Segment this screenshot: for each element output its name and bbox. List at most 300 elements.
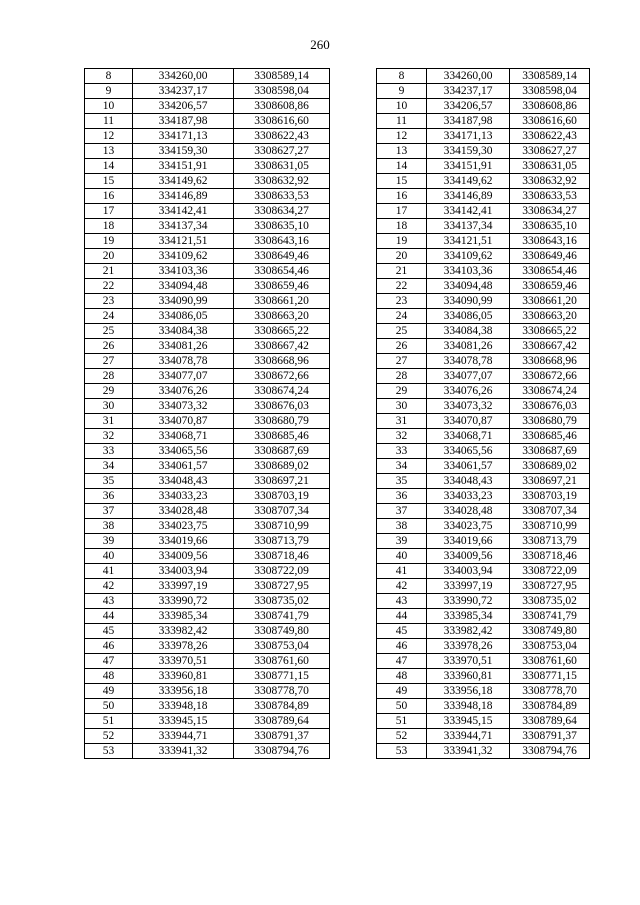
point-number-cell: 19	[377, 234, 427, 249]
table-row	[85, 609, 330, 624]
x-coordinate-cell: 334109,62	[133, 249, 234, 264]
table-row	[85, 384, 330, 399]
x-coordinate-cell: 334149,62	[133, 174, 234, 189]
table-row	[85, 159, 330, 174]
x-coordinate-cell: 333941,32	[427, 744, 510, 759]
table-row	[377, 609, 590, 624]
point-number-cell: 10	[377, 99, 427, 114]
y-coordinate-cell: 3308753,04	[234, 639, 330, 654]
y-coordinate-cell: 3308608,86	[234, 99, 330, 114]
table-row	[377, 639, 590, 654]
y-coordinate-cell: 3308689,02	[234, 459, 330, 474]
table-row	[85, 504, 330, 519]
x-coordinate-cell: 334206,57	[427, 99, 510, 114]
y-coordinate-cell: 3308665,22	[510, 324, 590, 339]
y-coordinate-cell: 3308710,99	[510, 519, 590, 534]
y-coordinate-cell: 3308631,05	[234, 159, 330, 174]
x-coordinate-cell: 334187,98	[427, 114, 510, 129]
x-coordinate-cell: 334121,51	[133, 234, 234, 249]
point-number-cell: 51	[85, 714, 133, 729]
point-number-cell: 8	[85, 69, 133, 84]
point-number-cell: 48	[85, 669, 133, 684]
x-coordinate-cell: 334009,56	[133, 549, 234, 564]
table-row	[85, 189, 330, 204]
x-coordinate-cell: 334076,26	[427, 384, 510, 399]
point-number-cell: 35	[85, 474, 133, 489]
point-number-cell: 8	[377, 69, 427, 84]
x-coordinate-cell: 333982,42	[133, 624, 234, 639]
x-coordinate-cell: 334028,48	[133, 504, 234, 519]
x-coordinate-cell: 334077,07	[133, 369, 234, 384]
table-row	[377, 144, 590, 159]
x-coordinate-cell: 333985,34	[427, 609, 510, 624]
point-number-cell: 41	[85, 564, 133, 579]
x-coordinate-cell: 334094,48	[133, 279, 234, 294]
x-coordinate-cell: 333960,81	[427, 669, 510, 684]
y-coordinate-cell: 3308794,76	[234, 744, 330, 759]
table-row	[377, 729, 590, 744]
point-number-cell: 51	[377, 714, 427, 729]
y-coordinate-cell: 3308713,79	[234, 534, 330, 549]
point-number-cell: 21	[85, 264, 133, 279]
y-coordinate-cell: 3308659,46	[510, 279, 590, 294]
table-row	[377, 384, 590, 399]
table-row	[377, 654, 590, 669]
table-row	[377, 564, 590, 579]
x-coordinate-cell: 334146,89	[133, 189, 234, 204]
x-coordinate-cell: 333990,72	[427, 594, 510, 609]
table-row	[377, 219, 590, 234]
table-row	[85, 234, 330, 249]
point-number-cell: 40	[377, 549, 427, 564]
table-row	[85, 534, 330, 549]
table-row	[377, 324, 590, 339]
point-number-cell: 24	[377, 309, 427, 324]
table-row	[377, 174, 590, 189]
point-number-cell: 38	[377, 519, 427, 534]
y-coordinate-cell: 3308753,04	[510, 639, 590, 654]
x-coordinate-cell: 334151,91	[133, 159, 234, 174]
table-row	[85, 324, 330, 339]
point-number-cell: 13	[377, 144, 427, 159]
x-coordinate-cell: 334142,41	[133, 204, 234, 219]
y-coordinate-cell: 3308771,15	[510, 669, 590, 684]
table-row	[377, 99, 590, 114]
point-number-cell: 52	[85, 729, 133, 744]
x-coordinate-cell: 334028,48	[427, 504, 510, 519]
x-coordinate-cell: 334061,57	[427, 459, 510, 474]
table-row	[85, 639, 330, 654]
point-number-cell: 32	[377, 429, 427, 444]
table-row	[85, 669, 330, 684]
y-coordinate-cell: 3308778,70	[510, 684, 590, 699]
y-coordinate-cell: 3308697,21	[234, 474, 330, 489]
x-coordinate-cell: 334068,71	[427, 429, 510, 444]
table-row	[377, 579, 590, 594]
x-coordinate-cell: 333948,18	[427, 699, 510, 714]
y-coordinate-cell: 3308789,64	[234, 714, 330, 729]
point-number-cell: 21	[377, 264, 427, 279]
table-row	[85, 309, 330, 324]
x-coordinate-cell: 334094,48	[427, 279, 510, 294]
table-row	[377, 714, 590, 729]
table-row	[377, 249, 590, 264]
point-number-cell: 15	[377, 174, 427, 189]
table-row	[377, 354, 590, 369]
table-row	[377, 264, 590, 279]
point-number-cell: 48	[377, 669, 427, 684]
x-coordinate-cell: 334084,38	[133, 324, 234, 339]
y-coordinate-cell: 3308771,15	[234, 669, 330, 684]
point-number-cell: 37	[85, 504, 133, 519]
x-coordinate-cell: 333970,51	[427, 654, 510, 669]
y-coordinate-cell: 3308589,14	[510, 69, 590, 84]
y-coordinate-cell: 3308674,24	[234, 384, 330, 399]
x-coordinate-cell: 333944,71	[427, 729, 510, 744]
x-coordinate-cell: 334103,36	[133, 264, 234, 279]
table-row	[85, 744, 330, 759]
y-coordinate-cell: 3308749,80	[234, 624, 330, 639]
point-number-cell: 23	[85, 294, 133, 309]
x-coordinate-cell: 333985,34	[133, 609, 234, 624]
x-coordinate-cell: 334033,23	[133, 489, 234, 504]
x-coordinate-cell: 333997,19	[427, 579, 510, 594]
y-coordinate-cell: 3308667,42	[234, 339, 330, 354]
y-coordinate-cell: 3308663,20	[510, 309, 590, 324]
table-row	[85, 459, 330, 474]
y-coordinate-cell: 3308665,22	[234, 324, 330, 339]
point-number-cell: 14	[377, 159, 427, 174]
table-row	[377, 624, 590, 639]
x-coordinate-cell: 334151,91	[427, 159, 510, 174]
y-coordinate-cell: 3308676,03	[510, 399, 590, 414]
point-number-cell: 26	[377, 339, 427, 354]
point-number-cell: 9	[85, 84, 133, 99]
y-coordinate-cell: 3308627,27	[234, 144, 330, 159]
point-number-cell: 11	[377, 114, 427, 129]
y-coordinate-cell: 3308667,42	[510, 339, 590, 354]
point-number-cell: 39	[85, 534, 133, 549]
point-number-cell: 20	[85, 249, 133, 264]
x-coordinate-cell: 333944,71	[133, 729, 234, 744]
y-coordinate-cell: 3308735,02	[510, 594, 590, 609]
table-row	[85, 144, 330, 159]
y-coordinate-cell: 3308608,86	[510, 99, 590, 114]
x-coordinate-cell: 333978,26	[133, 639, 234, 654]
point-number-cell: 31	[85, 414, 133, 429]
point-number-cell: 27	[85, 354, 133, 369]
table-row	[377, 489, 590, 504]
point-number-cell: 44	[377, 609, 427, 624]
x-coordinate-cell: 334084,38	[427, 324, 510, 339]
y-coordinate-cell: 3308649,46	[234, 249, 330, 264]
y-coordinate-cell: 3308761,60	[234, 654, 330, 669]
table-row	[377, 189, 590, 204]
table-row	[377, 369, 590, 384]
table-row	[85, 579, 330, 594]
x-coordinate-cell: 334146,89	[427, 189, 510, 204]
table-row	[85, 279, 330, 294]
point-number-cell: 34	[85, 459, 133, 474]
y-coordinate-cell: 3308661,20	[510, 294, 590, 309]
point-number-cell: 53	[377, 744, 427, 759]
x-coordinate-cell: 334090,99	[427, 294, 510, 309]
table-row	[85, 219, 330, 234]
table-row	[377, 309, 590, 324]
y-coordinate-cell: 3308634,27	[510, 204, 590, 219]
x-coordinate-cell: 334090,99	[133, 294, 234, 309]
x-coordinate-cell: 334073,32	[133, 399, 234, 414]
y-coordinate-cell: 3308749,80	[510, 624, 590, 639]
y-coordinate-cell: 3308634,27	[234, 204, 330, 219]
table-row	[377, 279, 590, 294]
table-row	[377, 534, 590, 549]
point-number-cell: 17	[377, 204, 427, 219]
x-coordinate-cell: 333945,15	[427, 714, 510, 729]
x-coordinate-cell: 334023,75	[427, 519, 510, 534]
point-number-cell: 40	[85, 549, 133, 564]
table-row	[85, 564, 330, 579]
point-number-cell: 36	[377, 489, 427, 504]
y-coordinate-cell: 3308707,34	[234, 504, 330, 519]
y-coordinate-cell: 3308685,46	[510, 429, 590, 444]
x-coordinate-cell: 333990,72	[133, 594, 234, 609]
x-coordinate-cell: 334137,34	[427, 219, 510, 234]
table-row	[377, 744, 590, 759]
y-coordinate-cell: 3308663,20	[234, 309, 330, 324]
table-row	[377, 429, 590, 444]
table-row	[85, 69, 330, 84]
point-number-cell: 24	[85, 309, 133, 324]
x-coordinate-cell: 334206,57	[133, 99, 234, 114]
table-row	[377, 549, 590, 564]
table-row	[85, 594, 330, 609]
table-row	[85, 729, 330, 744]
point-number-cell: 49	[377, 684, 427, 699]
point-number-cell: 46	[85, 639, 133, 654]
point-number-cell: 36	[85, 489, 133, 504]
x-coordinate-cell: 334078,78	[133, 354, 234, 369]
point-number-cell: 33	[85, 444, 133, 459]
table-row	[377, 399, 590, 414]
y-coordinate-cell: 3308632,92	[234, 174, 330, 189]
table-row	[85, 114, 330, 129]
x-coordinate-cell: 333997,19	[133, 579, 234, 594]
table-row	[377, 594, 590, 609]
y-coordinate-cell: 3308722,09	[234, 564, 330, 579]
y-coordinate-cell: 3308672,66	[510, 369, 590, 384]
y-coordinate-cell: 3308718,46	[510, 549, 590, 564]
y-coordinate-cell: 3308633,53	[510, 189, 590, 204]
x-coordinate-cell: 334142,41	[427, 204, 510, 219]
table-row	[377, 204, 590, 219]
y-coordinate-cell: 3308707,34	[510, 504, 590, 519]
point-number-cell: 18	[377, 219, 427, 234]
x-coordinate-cell: 333956,18	[133, 684, 234, 699]
y-coordinate-cell: 3308631,05	[510, 159, 590, 174]
point-number-cell: 43	[377, 594, 427, 609]
point-number-cell: 44	[85, 609, 133, 624]
y-coordinate-cell: 3308784,89	[510, 699, 590, 714]
point-number-cell: 45	[377, 624, 427, 639]
table-row	[377, 519, 590, 534]
table-row	[85, 339, 330, 354]
x-coordinate-cell: 334081,26	[133, 339, 234, 354]
point-number-cell: 17	[85, 204, 133, 219]
x-coordinate-cell: 333960,81	[133, 669, 234, 684]
point-number-cell: 15	[85, 174, 133, 189]
x-coordinate-cell: 333948,18	[133, 699, 234, 714]
x-coordinate-cell: 334061,57	[133, 459, 234, 474]
table-row	[85, 399, 330, 414]
table-row	[85, 174, 330, 189]
y-coordinate-cell: 3308672,66	[234, 369, 330, 384]
y-coordinate-cell: 3308654,46	[234, 264, 330, 279]
point-number-cell: 22	[85, 279, 133, 294]
y-coordinate-cell: 3308589,14	[234, 69, 330, 84]
point-number-cell: 18	[85, 219, 133, 234]
table-row	[85, 414, 330, 429]
x-coordinate-cell: 334009,56	[427, 549, 510, 564]
point-number-cell: 39	[377, 534, 427, 549]
y-coordinate-cell: 3308674,24	[510, 384, 590, 399]
table-row	[377, 294, 590, 309]
table-row	[377, 234, 590, 249]
point-number-cell: 10	[85, 99, 133, 114]
table-row	[377, 684, 590, 699]
x-coordinate-cell: 334121,51	[427, 234, 510, 249]
table-row	[85, 204, 330, 219]
y-coordinate-cell: 3308761,60	[510, 654, 590, 669]
x-coordinate-cell: 334019,66	[427, 534, 510, 549]
y-coordinate-cell: 3308687,69	[234, 444, 330, 459]
y-coordinate-cell: 3308598,04	[234, 84, 330, 99]
y-coordinate-cell: 3308627,27	[510, 144, 590, 159]
point-number-cell: 14	[85, 159, 133, 174]
table-row	[85, 654, 330, 669]
point-number-cell: 28	[85, 369, 133, 384]
point-number-cell: 32	[85, 429, 133, 444]
point-number-cell: 43	[85, 594, 133, 609]
y-coordinate-cell: 3308643,16	[234, 234, 330, 249]
coordinates-table-right	[376, 68, 590, 759]
table-row	[377, 504, 590, 519]
point-number-cell: 29	[377, 384, 427, 399]
x-coordinate-cell: 334070,87	[427, 414, 510, 429]
point-number-cell: 38	[85, 519, 133, 534]
table-row	[85, 129, 330, 144]
y-coordinate-cell: 3308635,10	[234, 219, 330, 234]
y-coordinate-cell: 3308635,10	[510, 219, 590, 234]
table-row	[85, 264, 330, 279]
page-number: 260	[310, 37, 330, 52]
y-coordinate-cell: 3308676,03	[234, 399, 330, 414]
table-row	[377, 114, 590, 129]
table-row	[85, 519, 330, 534]
y-coordinate-cell: 3308616,60	[510, 114, 590, 129]
y-coordinate-cell: 3308697,21	[510, 474, 590, 489]
y-coordinate-cell: 3308680,79	[234, 414, 330, 429]
point-number-cell: 31	[377, 414, 427, 429]
table-row	[85, 444, 330, 459]
point-number-cell: 45	[85, 624, 133, 639]
y-coordinate-cell: 3308735,02	[234, 594, 330, 609]
y-coordinate-cell: 3308741,79	[234, 609, 330, 624]
point-number-cell: 12	[377, 129, 427, 144]
point-number-cell: 16	[85, 189, 133, 204]
table-row	[85, 429, 330, 444]
y-coordinate-cell: 3308616,60	[234, 114, 330, 129]
point-number-cell: 29	[85, 384, 133, 399]
table-row	[377, 459, 590, 474]
x-coordinate-cell: 334081,26	[427, 339, 510, 354]
y-coordinate-cell: 3308727,95	[234, 579, 330, 594]
point-number-cell: 34	[377, 459, 427, 474]
point-number-cell: 30	[85, 399, 133, 414]
y-coordinate-cell: 3308791,37	[234, 729, 330, 744]
table-row	[377, 414, 590, 429]
x-coordinate-cell: 334070,87	[133, 414, 234, 429]
point-number-cell: 16	[377, 189, 427, 204]
x-coordinate-cell: 334159,30	[133, 144, 234, 159]
y-coordinate-cell: 3308687,69	[510, 444, 590, 459]
y-coordinate-cell: 3308661,20	[234, 294, 330, 309]
table-row	[85, 249, 330, 264]
point-number-cell: 30	[377, 399, 427, 414]
y-coordinate-cell: 3308680,79	[510, 414, 590, 429]
y-coordinate-cell: 3308685,46	[234, 429, 330, 444]
table-row	[85, 369, 330, 384]
x-coordinate-cell: 334171,13	[133, 129, 234, 144]
y-coordinate-cell: 3308791,37	[510, 729, 590, 744]
point-number-cell: 25	[85, 324, 133, 339]
x-coordinate-cell: 333970,51	[133, 654, 234, 669]
table-row	[85, 99, 330, 114]
x-coordinate-cell: 334003,94	[427, 564, 510, 579]
x-coordinate-cell: 334076,26	[133, 384, 234, 399]
table-row	[377, 474, 590, 489]
point-number-cell: 42	[85, 579, 133, 594]
x-coordinate-cell: 333956,18	[427, 684, 510, 699]
y-coordinate-cell: 3308649,46	[510, 249, 590, 264]
point-number-cell: 33	[377, 444, 427, 459]
x-coordinate-cell: 334068,71	[133, 429, 234, 444]
table-row	[377, 699, 590, 714]
y-coordinate-cell: 3308654,46	[510, 264, 590, 279]
table-row	[377, 444, 590, 459]
x-coordinate-cell: 334149,62	[427, 174, 510, 189]
y-coordinate-cell: 3308713,79	[510, 534, 590, 549]
table-row	[85, 714, 330, 729]
point-number-cell: 28	[377, 369, 427, 384]
x-coordinate-cell: 334065,56	[133, 444, 234, 459]
table-row	[85, 84, 330, 99]
table-row	[377, 159, 590, 174]
x-coordinate-cell: 334086,05	[427, 309, 510, 324]
y-coordinate-cell: 3308794,76	[510, 744, 590, 759]
point-number-cell: 25	[377, 324, 427, 339]
x-coordinate-cell: 334260,00	[427, 69, 510, 84]
point-number-cell: 49	[85, 684, 133, 699]
point-number-cell: 42	[377, 579, 427, 594]
y-coordinate-cell: 3308659,46	[234, 279, 330, 294]
point-number-cell: 11	[85, 114, 133, 129]
y-coordinate-cell: 3308703,19	[510, 489, 590, 504]
table-row	[377, 339, 590, 354]
y-coordinate-cell: 3308710,99	[234, 519, 330, 534]
y-coordinate-cell: 3308703,19	[234, 489, 330, 504]
point-number-cell: 9	[377, 84, 427, 99]
